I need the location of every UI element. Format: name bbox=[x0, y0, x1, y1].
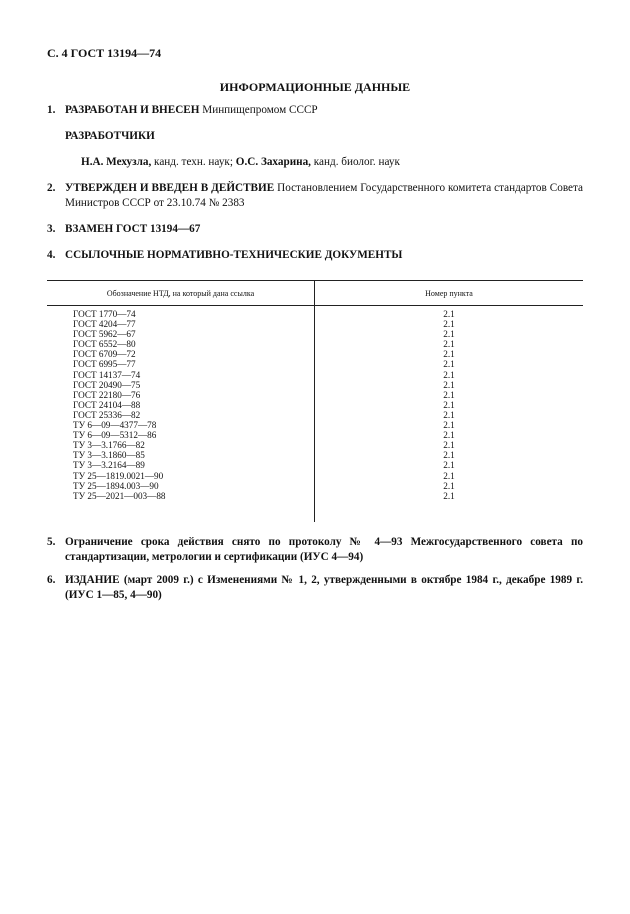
developer-1-degree: канд. техн. наук; bbox=[151, 156, 236, 168]
table-cell-clause: 2.1 bbox=[443, 389, 455, 400]
table-cell-clause: 2.1 bbox=[443, 339, 455, 350]
table-cell-document: ГОСТ 14137—74 bbox=[73, 369, 141, 380]
table-header-border bbox=[47, 305, 583, 306]
item-1 bbox=[47, 103, 583, 118]
item-6-text: ИЗДАНИЕ (март 2009 г.) с Изменениями № 1, 2, утвержденными в октябре 1984 г., декабре 1989 г. (ИУС 1—85, 4—90) bbox=[65, 574, 583, 601]
item-3-number: 3. bbox=[47, 223, 56, 235]
table-cell-document: ГОСТ 20490—75 bbox=[73, 379, 141, 390]
table-cell-document: ТУ 25—1894.003—90 bbox=[73, 480, 159, 491]
table-row bbox=[47, 339, 583, 349]
table-row bbox=[47, 491, 583, 501]
table-cell-clause: 2.1 bbox=[443, 480, 455, 491]
item-6-number: 6. bbox=[47, 574, 56, 586]
item-4-heading: ССЫЛОЧНЫЕ НОРМАТИВНО-ТЕХНИЧЕСКИЕ ДОКУМЕНТЫ bbox=[65, 249, 403, 261]
table-cell-document: ГОСТ 1770—74 bbox=[73, 309, 136, 319]
table-cell-clause: 2.1 bbox=[443, 470, 455, 481]
table-cell-document: ТУ 3—3.1860—85 bbox=[73, 450, 145, 461]
table-row bbox=[47, 390, 583, 400]
table-cell-document: ГОСТ 5962—67 bbox=[73, 329, 136, 340]
table-row bbox=[47, 370, 583, 380]
table-cell-clause: 2.1 bbox=[443, 430, 455, 441]
table-cell-clause: 2.1 bbox=[443, 409, 455, 420]
item-4-number: 4. bbox=[47, 249, 56, 261]
table-cell-document: ГОСТ 6552—80 bbox=[73, 339, 136, 350]
developer-2-degree: канд. биолог. наук bbox=[310, 156, 400, 168]
table-row bbox=[47, 481, 583, 491]
item-3-heading: ВЗАМЕН ГОСТ 13194—67 bbox=[65, 223, 201, 235]
item-2 bbox=[47, 181, 583, 211]
table-cell-clause: 2.1 bbox=[443, 329, 455, 340]
table-cell-document: ГОСТ 6995—77 bbox=[73, 359, 136, 370]
reference-table bbox=[47, 280, 583, 522]
item-5 bbox=[47, 535, 583, 565]
table-row bbox=[47, 450, 583, 460]
table-cell-document: ГОСТ 24104—88 bbox=[73, 399, 141, 410]
table-cell-clause: 2.1 bbox=[443, 319, 455, 330]
table-cell-document: ТУ 25—1819.0021—90 bbox=[73, 470, 164, 481]
item-1-number: 1. bbox=[47, 104, 56, 116]
page-header: С. 4 ГОСТ 13194—74 bbox=[47, 46, 162, 60]
table-cell-document: ТУ 3—3.1766—82 bbox=[73, 440, 145, 451]
table-cell-document: ТУ 6—09—4377—78 bbox=[73, 420, 157, 431]
table-cell-clause: 2.1 bbox=[443, 309, 455, 319]
table-cell-clause: 2.1 bbox=[443, 359, 455, 370]
table-row bbox=[47, 420, 583, 430]
table-row bbox=[47, 380, 583, 390]
table-row bbox=[47, 329, 583, 339]
table-top-border bbox=[47, 280, 583, 281]
item-3 bbox=[47, 222, 583, 237]
table-row bbox=[47, 440, 583, 450]
item-2-number: 2. bbox=[47, 182, 56, 194]
item-1-heading: РАЗРАБОТАН И ВНЕСЕН bbox=[65, 104, 200, 116]
item-2-heading: УТВЕРЖДЕН И ВВЕДЕН В ДЕЙСТВИЕ bbox=[65, 182, 275, 194]
table-cell-document: ГОСТ 22180—76 bbox=[73, 389, 141, 400]
table-cell-clause: 2.1 bbox=[443, 460, 455, 471]
table-cell-document: ГОСТ 6709—72 bbox=[73, 349, 136, 360]
table-row bbox=[47, 309, 583, 319]
table-cell-clause: 2.1 bbox=[443, 450, 455, 461]
table-cell-document: ТУ 3—3.2164—89 bbox=[73, 460, 145, 471]
table-header-clause: Номер пункта bbox=[425, 289, 473, 298]
table-row bbox=[47, 460, 583, 470]
table-row bbox=[47, 410, 583, 420]
table-row bbox=[47, 471, 583, 481]
table-cell-document: ГОСТ 4204—77 bbox=[73, 319, 136, 330]
item-5-number: 5. bbox=[47, 536, 56, 548]
developer-2-name: О.С. Захарина, bbox=[235, 156, 311, 168]
table-header-document: Обозначение НТД, на который дана ссылка bbox=[106, 289, 255, 298]
item-4 bbox=[47, 248, 583, 263]
item-1-text: Минпищепромом СССР bbox=[199, 104, 318, 116]
table-body bbox=[47, 309, 583, 501]
table-cell-clause: 2.1 bbox=[443, 369, 455, 380]
item-6 bbox=[47, 573, 583, 603]
table-cell-clause: 2.1 bbox=[443, 440, 455, 451]
item-2-text: Постановлением Государственного комитета стандартов Совета Министров СССР от 23.10.74 № 2383 bbox=[65, 182, 583, 209]
table-cell-document: ТУ 25—2021—003—88 bbox=[73, 490, 166, 501]
table-row bbox=[47, 319, 583, 329]
developer-1-name: Н.А. Мехузла, bbox=[81, 156, 152, 168]
table-row bbox=[47, 349, 583, 359]
table-cell-clause: 2.1 bbox=[443, 349, 455, 360]
table-row bbox=[47, 430, 583, 440]
table-row bbox=[47, 359, 583, 369]
developers-list bbox=[81, 155, 400, 170]
table-cell-clause: 2.1 bbox=[443, 420, 455, 431]
table-cell-clause: 2.1 bbox=[443, 379, 455, 390]
table-row bbox=[47, 400, 583, 410]
table-cell-clause: 2.1 bbox=[443, 490, 455, 501]
table-cell-document: ГОСТ 25336—82 bbox=[73, 409, 141, 420]
table-cell-clause: 2.1 bbox=[443, 399, 455, 410]
section-title: ИНФОРМАЦИОННЫЕ ДАННЫЕ bbox=[219, 80, 411, 94]
developers-heading: РАЗРАБОТЧИКИ bbox=[65, 130, 155, 142]
item-5-text: Ограничение срока действия снято по протоколу № 4—93 Межгосударственного совета по стандартизации, метрологии и сертификации (ИУС 4—94) bbox=[65, 536, 583, 563]
table-cell-document: ТУ 6—09—5312—86 bbox=[73, 430, 157, 441]
